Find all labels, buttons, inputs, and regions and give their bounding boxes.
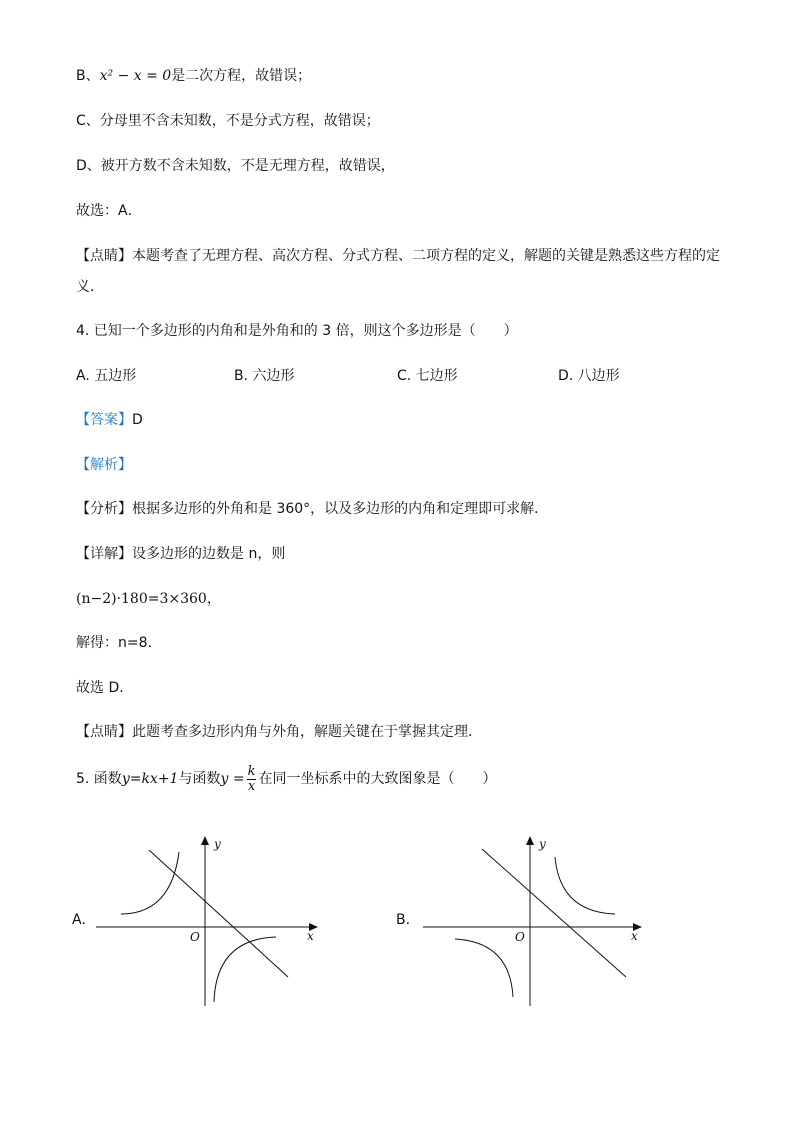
y-axis-label: y	[214, 837, 221, 851]
q5-stem	[76, 764, 496, 794]
origin-label: O	[190, 930, 200, 944]
q4-comment	[76, 722, 482, 742]
q4-option-a: A. 五边形	[76, 368, 137, 384]
q4-answer	[76, 410, 143, 430]
comment-tag: 【点睛】	[76, 724, 132, 740]
option-d-explanation: D、被开方数不含未知数，不是无理方程，故错误，	[76, 158, 395, 174]
q3-choice: 故选：A．	[76, 203, 142, 219]
q4-detail	[76, 544, 285, 564]
q4-solve: 解得：n=8.	[76, 635, 152, 651]
linear-function-line	[149, 850, 288, 977]
fraction-denominator: x	[247, 778, 256, 794]
q5-func2-lhs: y =	[220, 771, 245, 787]
x-axis-label: x	[307, 929, 314, 943]
hyperbola-branch-lower-left	[455, 939, 513, 997]
q4-option-b: B. 六边形	[234, 368, 295, 384]
q4-fenxi	[76, 499, 548, 519]
comment-text: 本题考查了无理方程、高次方程、分式方程、二项方程的定义，解题的关键是熟悉这些方程的定	[132, 248, 720, 264]
q5-func1: y=kx+1	[121, 771, 179, 787]
comment-tag: 【点睛】	[76, 248, 132, 264]
q3-comment-cont: 义．	[76, 279, 104, 295]
q5-fraction	[247, 765, 257, 794]
origin-label: O	[515, 930, 525, 944]
q4-choice: 故选 D.	[76, 680, 124, 696]
option-b-explanation	[76, 66, 311, 86]
analysis-tag: 【解析】	[76, 457, 132, 473]
graph-b-label: B.	[396, 912, 411, 928]
option-b-text: 是二次方程，故错误；	[171, 68, 312, 84]
graph-a	[96, 832, 326, 1012]
option-c-explanation: C、分母里不含未知数，不是分式方程，故错误；	[76, 113, 380, 129]
q4-option-c: C. 七边形	[397, 368, 458, 384]
hyperbola-branch-lower-right	[214, 937, 276, 1002]
q5-number: 5. 函数	[76, 771, 122, 787]
comment-text: 此题考查多边形内角与外角，解题关键在于掌握其定理．	[132, 724, 482, 740]
q4-analysis-tag	[76, 455, 132, 475]
q3-comment	[76, 246, 720, 266]
y-axis-arrow	[526, 836, 534, 845]
graph-a-label: A.	[72, 912, 86, 928]
q4-stem: 4. 已知一个多边形的内角和是外角和的 3 倍，则这个多边形是（ ）	[76, 323, 518, 339]
option-b-equation: x² − x = 0	[99, 68, 172, 84]
answer-value: D	[132, 412, 143, 428]
q5-text-c: 在同一坐标系中的大致图象是（ ）	[258, 771, 497, 787]
q4-option-d: D. 八边形	[558, 368, 620, 384]
detail-text: 设多边形的边数是 n，则	[132, 546, 286, 562]
hyperbola-branch-upper-left	[121, 852, 179, 914]
detail-tag: 【详解】	[76, 546, 132, 562]
x-axis-label: x	[631, 929, 638, 943]
fenxi-tag: 【分析】	[76, 501, 132, 517]
fraction-numerator: k	[247, 763, 256, 779]
option-b-label: B、	[76, 68, 100, 84]
y-axis-arrow	[201, 836, 209, 845]
fenxi-text: 根据多边形的外角和是 360°，以及多边形的内角和定理即可求解．	[132, 501, 549, 517]
y-axis-label: y	[539, 837, 546, 851]
q5-text-b: 与函数	[178, 771, 221, 787]
graph-b	[420, 832, 650, 1012]
answer-tag: 【答案】	[76, 412, 132, 428]
q4-equation: (n−2)·180=3×360，	[76, 591, 221, 607]
hyperbola-branch-upper-right	[555, 857, 615, 914]
